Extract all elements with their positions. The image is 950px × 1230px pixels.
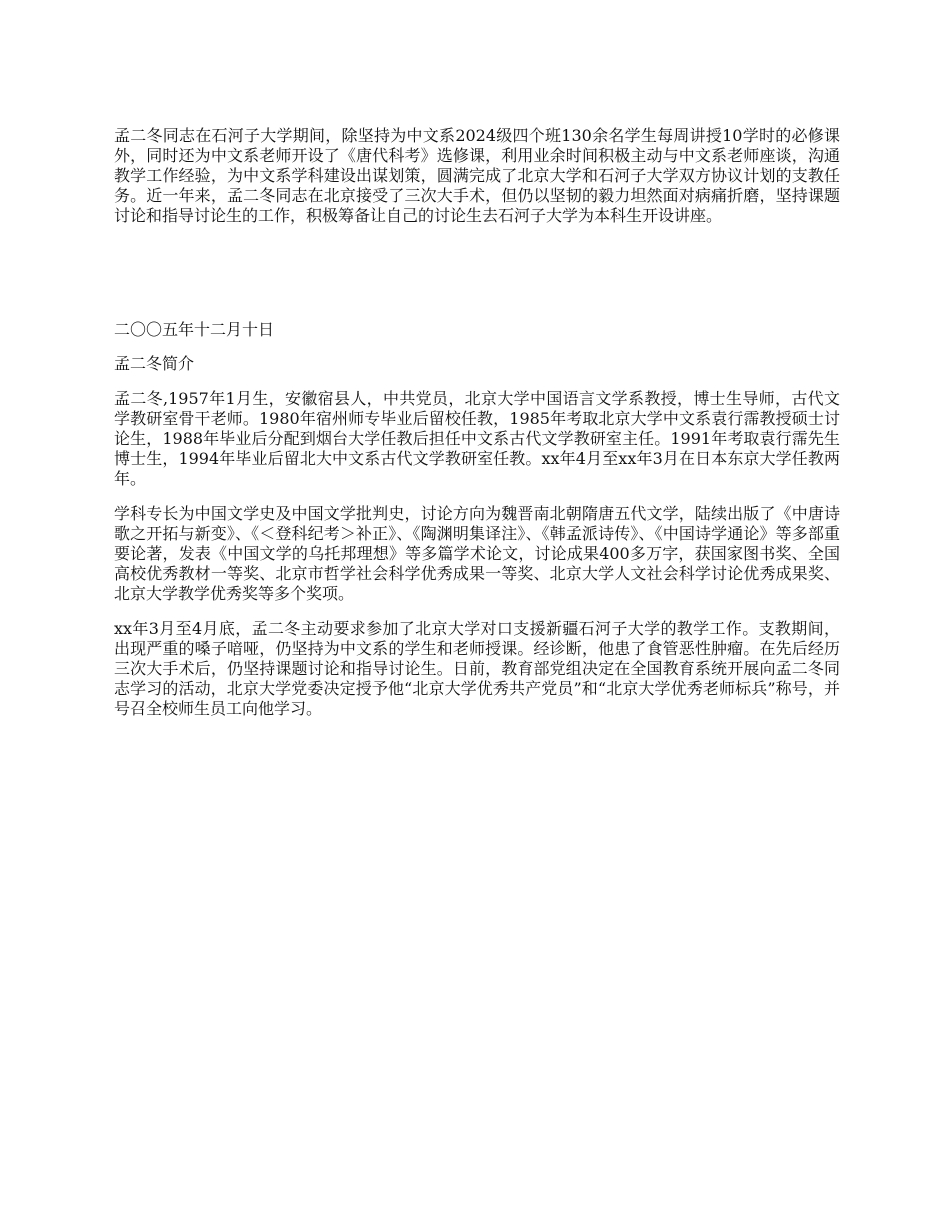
paragraph-support-xinjiang: xx年3月至4月底，孟二冬主动要求参加了北京大学对口支援新疆石河子大学的教学工作。支教期间，出现严重的嗓子喑哑，仍坚持为中文系的学生和老师授课。经诊断，他患了食管恶性肿瘤。在先后经历三次大手术后，仍坚持课题讨论和指导讨论生。日前，教育部党组决定在全国教育系统开展向孟二冬同志学习的活动，北京大学党委决定授予他“北京大学优秀共产党员”和“北京大学优秀老师标兵”称号，并号召全校师生员工向他学习。 [114, 619, 840, 718]
paragraph-biography: 孟二冬,1957年1月生，安徽宿县人，中共党员，北京大学中国语言文学系教授，博士生导师，古代文学教研室骨干老师。1980年宿州师专毕业后留校任教，1985年考取北京大学中文系袁行霈教授硕士讨论生，1988年毕业后分配到烟台大学任教后担任中文系古代文学教研室主任。1991年考取袁行霈先生博士生，1994年毕业后留北大中文系古代文学教研室任教。xx年4月至xx年3月在日本东京大学任教两年。 [114, 389, 840, 488]
document-body [114, 126, 840, 734]
document-date: 二〇〇五年十二月十日 [114, 320, 275, 339]
paragraph-teaching-work: 孟二冬同志在石河子大学期间，除坚持为中文系2024级四个班130余名学生每周讲授10学时的必修课外，同时还为中文系老师开设了《唐代科考》选修课，利用业余时间积极主动与中文系老师座谈，沟通教学工作经验，为中文系学科建设出谋划策，圆满完成了北京大学和石河子大学双方协议计划的支教任务。近一年来，孟二冬同志在北京接受了三次大手术，但仍以坚韧的毅力坦然面对病痛折磨，坚持课题讨论和指导讨论生的工作，积极筹备让自己的讨论生去石河子大学为本科生开设讲座。 [114, 126, 840, 225]
paragraph-academic-achievements: 学科专长为中国文学史及中国文学批判史，讨论方向为魏晋南北朝隋唐五代文学，陆续出版了《中唐诗歌之开拓与新变》、《＜登科纪考＞补正》、《陶渊明集译注》、《韩孟派诗传》、《中国诗学通论》等多部重要论著，发表《中国文学的乌托邦理想》等多篇学术论文，讨论成果400多万字，获国家图书奖、全国高校优秀教材一等奖、北京市哲学社会科学优秀成果一等奖、北京大学人文社会科学讨论优秀成果奖、北京大学教学优秀奖等多个奖项。 [114, 504, 840, 603]
section-title: 孟二冬简介 [114, 354, 195, 373]
